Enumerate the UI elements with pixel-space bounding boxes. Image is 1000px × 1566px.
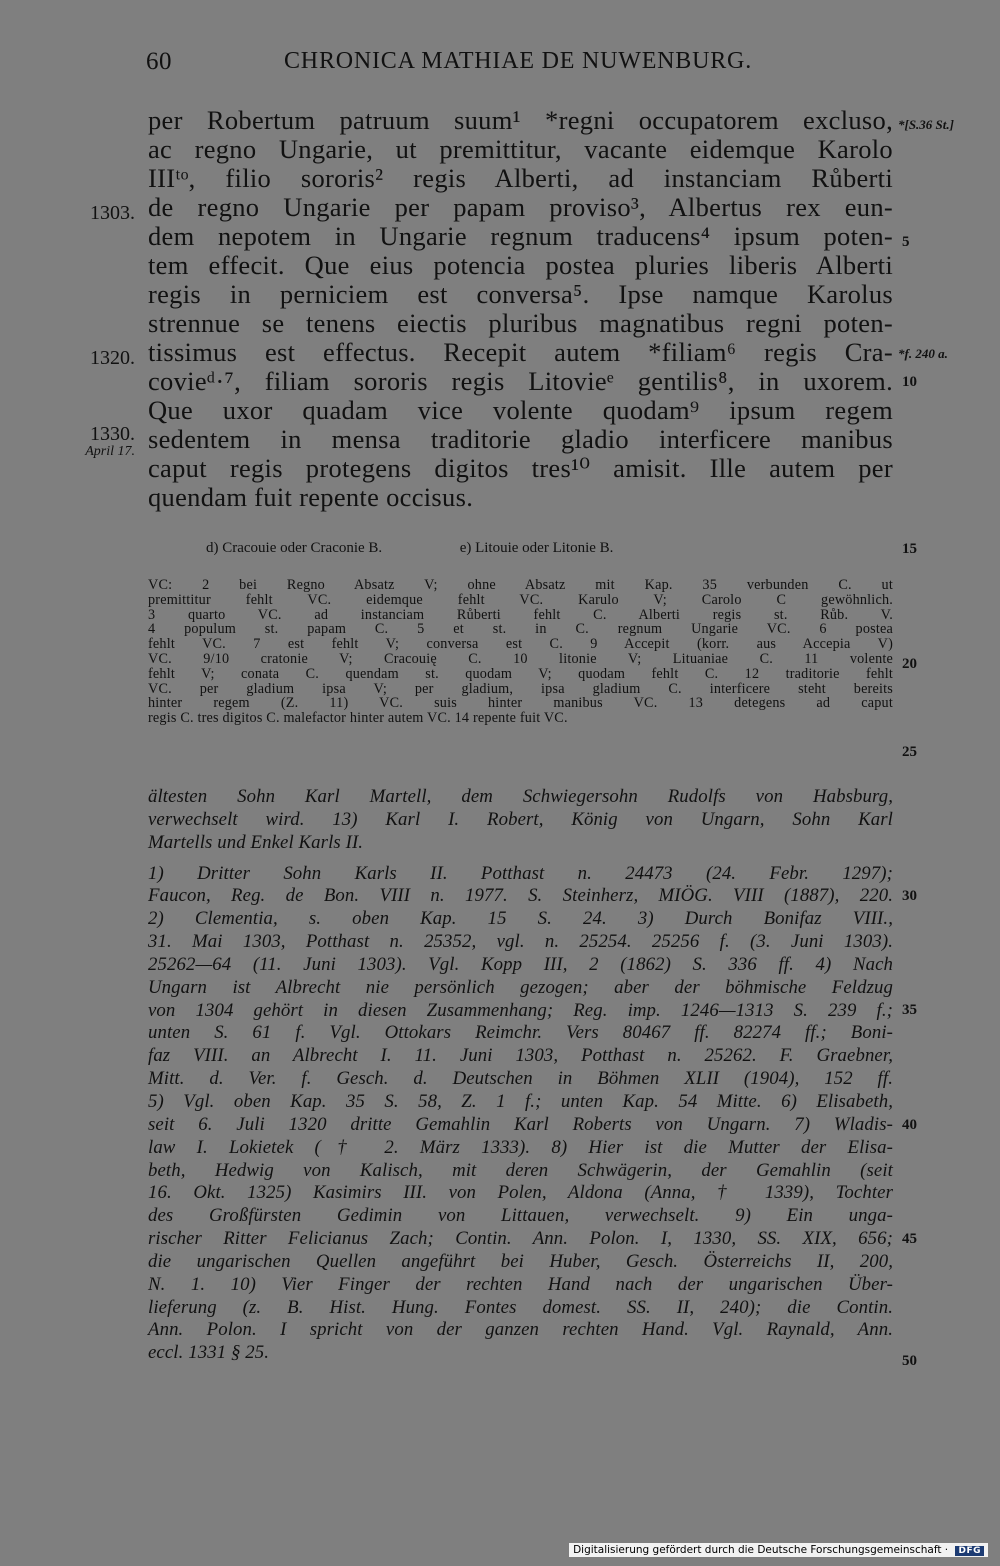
line-number: 15 (902, 541, 917, 557)
dfg-logo-icon: DFG (955, 1546, 984, 1556)
margin-year-1303: 1303. (90, 202, 135, 224)
note-line: faz VIII. an Albrecht I. 11. Juni 1303, Potthast n. 25262. F. Graebner, (148, 1045, 893, 1067)
note-line: des Großfürsten Gedimin von Littauen, verwechselt. 9) Ein unga- (148, 1205, 893, 1227)
line-number: 35 (902, 1002, 917, 1018)
line-number: 40 (902, 1117, 917, 1133)
page-number: 60 (146, 48, 172, 75)
main-line: tissimus est effectus. Recepit autem *filiam⁶ regis Cra- (148, 337, 893, 367)
note-line: 16. Okt. 1325) Kasimirs III. von Polen, Aldona (Anna, † 1339), Tochter (148, 1182, 893, 1204)
main-line: Que uxor quadam vice volente quodam⁹ ipsum regem (148, 395, 893, 425)
line-number: 25 (902, 744, 917, 760)
line-number: 45 (902, 1231, 917, 1247)
note-line: eccl. 1331 § 25. (148, 1342, 270, 1364)
note-line: N. 1. 10) Vier Finger der rechten Hand nach der ungarischen Über- (148, 1273, 893, 1295)
margin-ref-st: *[S.36 St.] (898, 117, 954, 132)
variant-d: d) Cracouie oder Craconie B. (206, 540, 383, 556)
main-line: caput regis protegens digitos tres¹⁰ amisit. Ille autem per (148, 453, 893, 483)
note-line: beth, Hedwig von Kalisch, mit deren Schwägerin, der Gemahlin (seit (148, 1159, 893, 1181)
apparatus-line: regis C. tres digitos C. malefactor hinter autem VC. 14 repente fuit VC. (148, 710, 568, 727)
main-line: IIIᵗᵒ, filio sororis² regis Alberti, ad instanciam Růberti (148, 163, 893, 193)
main-line: sedentem in mensa traditorie gladio interficere manibus (148, 424, 893, 454)
apparatus-line: 3 quarto VC. ad instanciam Růberti fehlt C. Alberti regis st. Růb. V. (148, 606, 893, 623)
margin-year-1330: 1330. (90, 423, 135, 445)
note-line: Faucon, Reg. de Bon. VIII n. 1977. S. Steinherz, MIÖG. VIII (1887), 220. (148, 885, 893, 907)
margin-year-1320: 1320. (90, 347, 135, 369)
line-number: 50 (902, 1353, 917, 1369)
note-line: seit 6. Juli 1320 dritte Gemahlin Karl Roberts von Ungarn. 7) Wladis- (148, 1113, 893, 1135)
apparatus-line: premittitur fehlt VC. eidemque fehlt VC. Karulo V; Carolo C gewöhnlich. (148, 591, 893, 608)
note-line: die ungarischen Quellen angeführt bei Huber, Gesch. Österreichs II, 200, (148, 1250, 893, 1272)
note-line: 25262—64 (11. Juni 1303). Vgl. Kopp III, 2 (1862) S. 336 ff. 4) Nach (148, 953, 893, 975)
apparatus-line: hinter regem (Z. 11) VC. suis hinter manibus VC. 13 detegens ad caput (148, 695, 893, 712)
main-text (148, 106, 893, 512)
line-number: 5 (902, 234, 910, 250)
note-line: ältesten Sohn Karl Martell, dem Schwiegersohn Rudolfs von Habsburg, (148, 786, 893, 807)
main-line: dem nepotem in Ungarie regnum traducens⁴ ipsum poten- (148, 221, 893, 251)
apparatus-line: VC. per gladium ipsa V; per gladium, ipsa gladium C. interficere steht bereits (148, 680, 893, 697)
running-title: CHRONICA MATHIAE DE NUWENBURG. (284, 48, 752, 74)
historical-notes (148, 786, 893, 1365)
note-line: verwechselt wird. 13) Karl I. Robert, König von Ungarn, Sohn Karl (148, 808, 893, 830)
critical-apparatus (148, 578, 893, 726)
line-number: 30 (902, 888, 917, 904)
note-line: Ann. Polon. I spricht von der ganzen rechten Hand. Vgl. Raynald, Ann. (148, 1319, 893, 1341)
main-line: tem effecit. Que eius potencia postea pluries liberis Alberti (148, 250, 893, 280)
dfg-credit-text: Digitalisierung gefördert durch die Deutsche Forschungsgemeinschaft · (573, 1544, 949, 1556)
main-line: covieᵈ·⁷, filiam sororis regis Litovieᵉ gentilis⁸, in uxorem. (148, 366, 893, 396)
line-number: 10 (902, 374, 917, 390)
note-line: Martells und Enkel Karls II. (148, 831, 364, 853)
variant-e: e) Litouie oder Litonie B. (459, 540, 614, 556)
apparatus-line: fehlt VC. 7 est fehlt V; conversa est C. 9 Accepit (korr. aus Accepia V) (148, 636, 893, 653)
note-line: Mitt. d. Ver. f. Gesch. d. Deutschen in Böhmen XLII (1904), 152 ff. (148, 1068, 893, 1090)
note-line: 1) Dritter Sohn Karls II. Potthast n. 24473 (24. Febr. 1297); (148, 862, 893, 884)
note-line: lieferung (z. B. Hist. Hung. Fontes domest. SS. II, 240); die Contin. (148, 1296, 893, 1318)
note-line: law I. Lokietek († 2. März 1333). 8) Hier ist die Mutter der Elisa- (148, 1136, 893, 1158)
margin-ref-folio: *f. 240 a. (898, 346, 948, 361)
note-line: Ungarn ist Albrecht nie persönlich gezogen; aber der böhmische Feldzug (148, 976, 893, 998)
note-line: von 1304 gehört in diesen Zusammenhang; Reg. imp. 1246—1313 S. 239 f.; (148, 999, 893, 1021)
margin-date: April 17. (85, 444, 135, 459)
line-number: 20 (902, 656, 917, 672)
apparatus-line: 4 populum st. papam C. 5 et st. in C. regnum Ungarie VC. 6 postea (148, 621, 893, 638)
note-line: 2) Clementia, s. oben Kap. 15 S. 24. 3) Durch Bonifaz VIII., (148, 908, 893, 930)
apparatus-line: fehlt V; conata C. quendam st. quodam V; quodam fehlt C. 12 traditorie fehlt (148, 665, 893, 682)
note-line: 31. Mai 1303, Potthast n. 25352, vgl. n. 25254. 25256 f. (3. Juni 1303). (148, 931, 893, 953)
main-line: ac regno Ungarie, ut premittitur, vacante eidemque Karolo (148, 134, 893, 164)
main-line: de regno Ungarie per papam proviso³, Albertus rex eun- (148, 192, 893, 222)
main-line: strennue se tenens eiectis pluribus magnatibus regni poten- (148, 308, 893, 338)
main-line: per Robertum patruum suum¹ *regni occupatorem excluso, (148, 105, 893, 135)
note-line: 5) Vgl. oben Kap. 35 S. 58, Z. 1 f.; unten Kap. 54 Mitte. 6) Elisabeth, (148, 1090, 893, 1112)
apparatus-line: VC. 9/10 cratonie V; Cracouię C. 10 litonie V; Lituaniae C. 11 volente (148, 650, 893, 667)
main-line: regis in perniciem est conversa⁵. Ipse namque Karolus (148, 279, 893, 309)
note-line: rischer Ritter Felicianus Zach; Contin. Ann. Polon. I, 1330, SS. XIX, 656; (148, 1228, 893, 1250)
dfg-credit (569, 1543, 988, 1557)
apparatus-line: VC: 2 bei Regno Absatz V; ohne Absatz mit Kap. 35 verbunden C. ut (148, 577, 893, 593)
main-line: quendam fuit repente occisus. (148, 482, 474, 512)
variant-readings (206, 540, 746, 557)
note-line: unten S. 61 f. Vgl. Ottokars Reimchr. Vers 80467 ff. 82274 ff.; Boni- (148, 1022, 893, 1044)
